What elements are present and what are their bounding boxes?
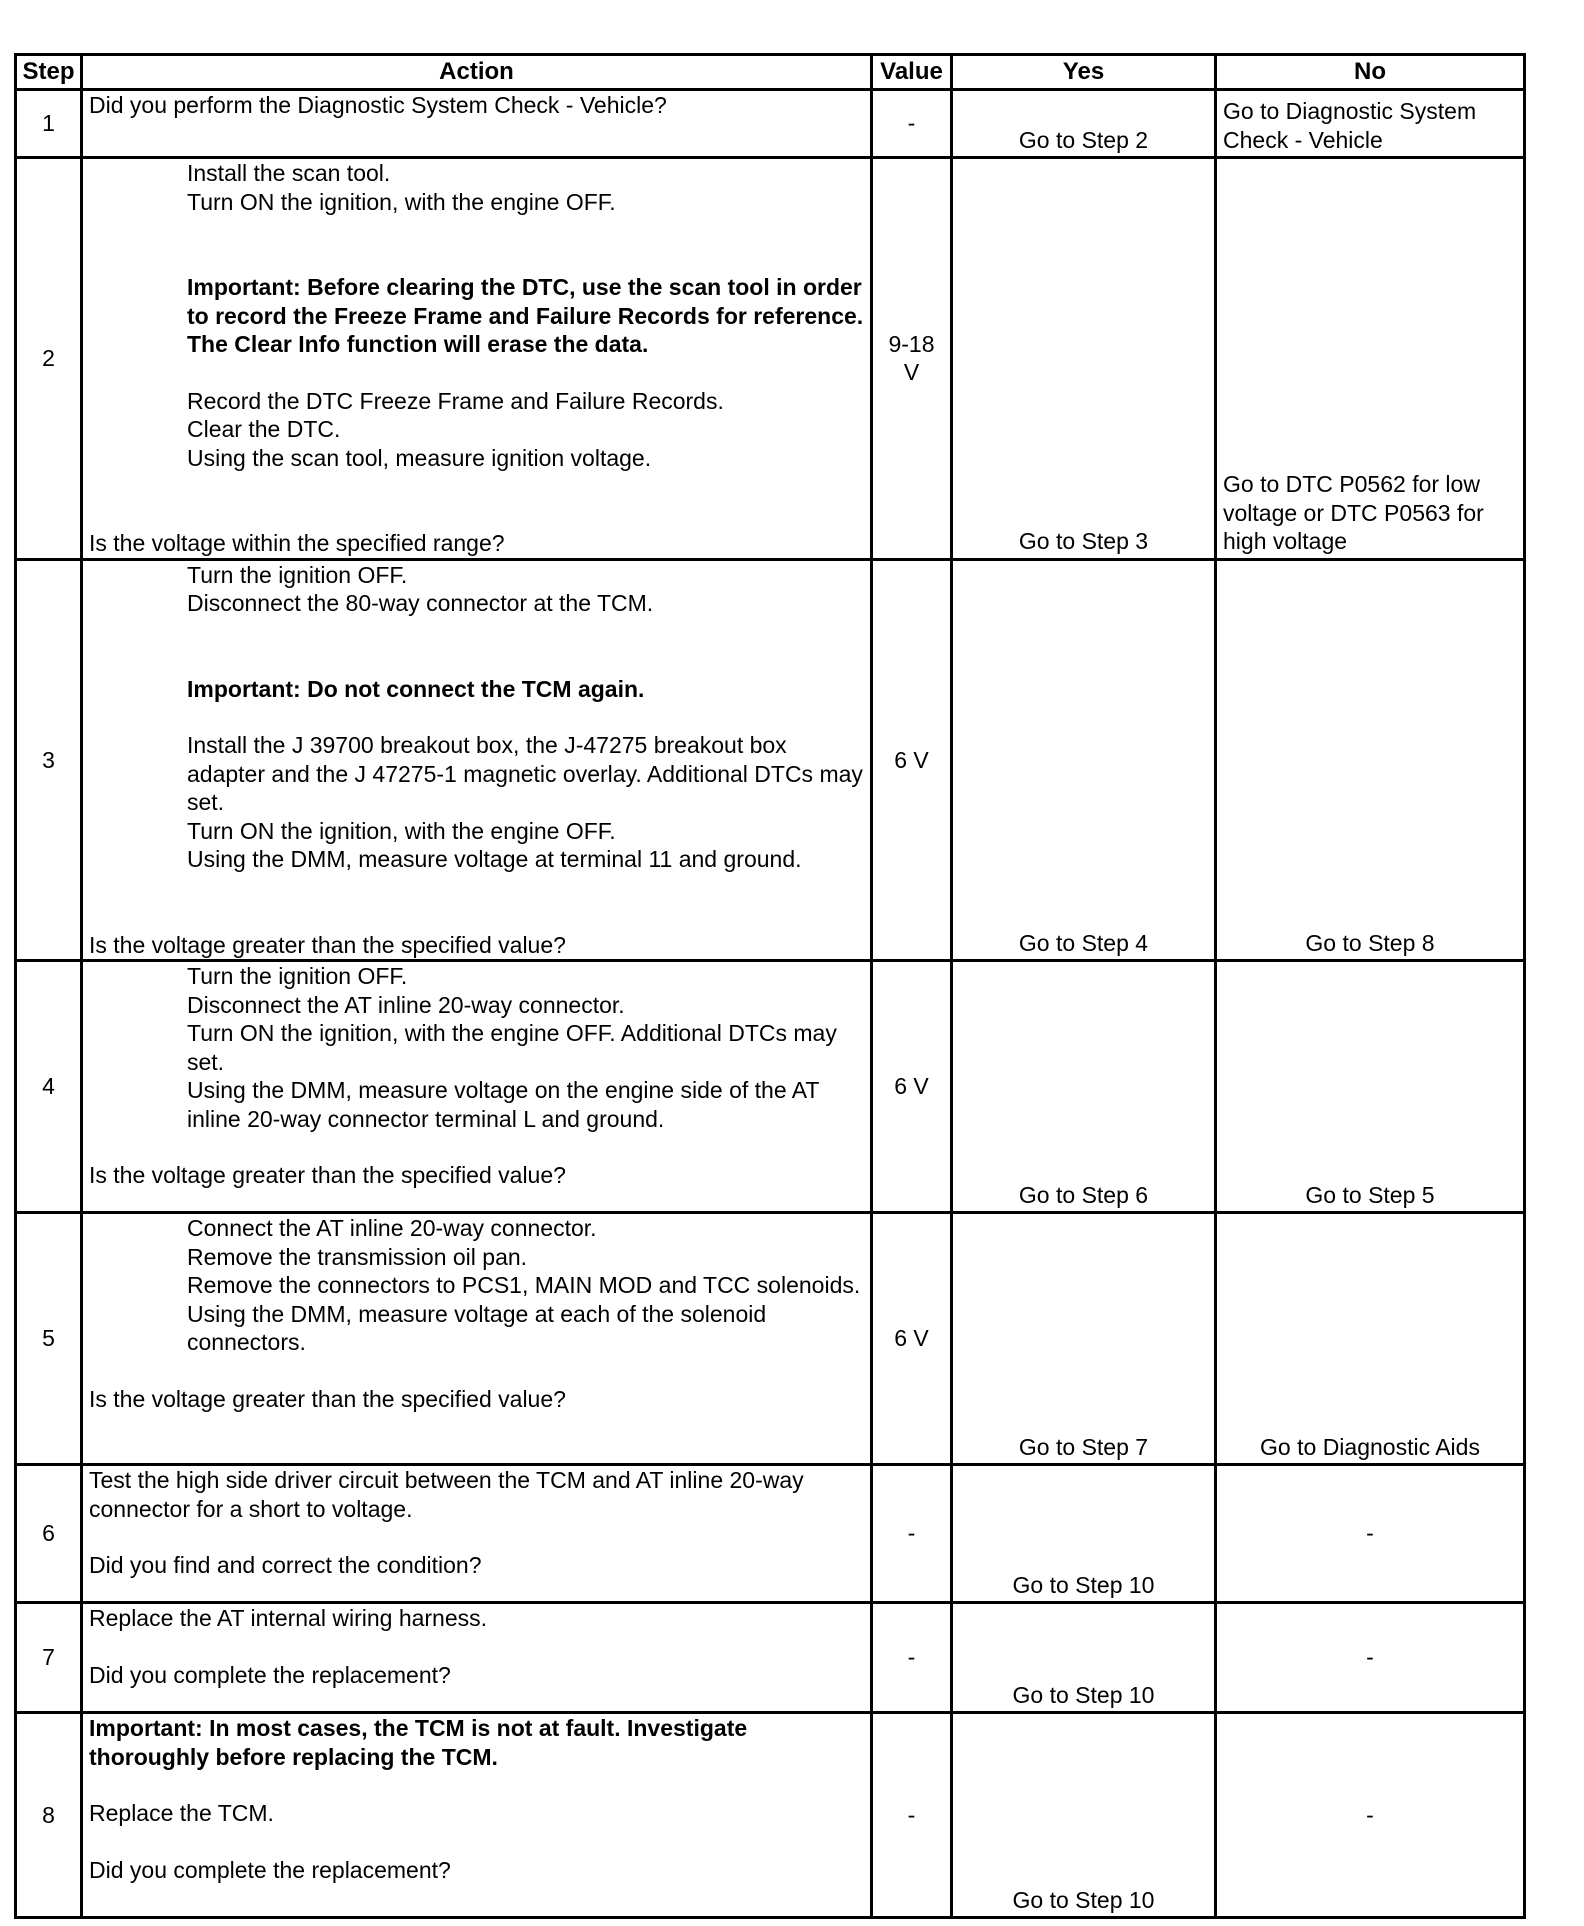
- action-text: Replace the AT internal wiring harness.: [89, 1605, 488, 1631]
- yes-cell: Go to Step 10: [952, 1465, 1216, 1603]
- header-row: [16, 55, 1525, 90]
- value-cell: 6 V: [872, 559, 952, 961]
- action-line: Turn ON the ignition, with the engine OFF.: [187, 817, 616, 844]
- value-cell: -: [872, 1603, 952, 1713]
- diagnostic-table: [14, 53, 1526, 1919]
- no-cell: -: [1216, 1603, 1525, 1713]
- table-row: [16, 1465, 1525, 1603]
- action-text: Test the high side driver circuit between the TCM and AT inline 20-way connector for a short to voltage.: [89, 1467, 804, 1522]
- action-line: Record the DTC Freeze Frame and Failure Records.: [187, 387, 724, 414]
- header-action: Action: [82, 55, 872, 90]
- value-cell: -: [872, 1713, 952, 1918]
- table-row: [16, 1603, 1525, 1713]
- action-question: Did you complete the replacement?: [89, 1661, 451, 1688]
- action-cell: [82, 961, 872, 1213]
- no-cell: -: [1216, 1465, 1525, 1603]
- no-cell: Go to Diagnostic System Check - Vehicle: [1216, 90, 1525, 158]
- header-yes: Yes: [952, 55, 1216, 90]
- yes-cell: Go to Step 6: [952, 961, 1216, 1213]
- action-line: Turn the ignition OFF.: [187, 561, 408, 588]
- step-number: 3: [16, 559, 82, 961]
- action-line: Remove the connectors to PCS1, MAIN MOD and TCC solenoids.: [187, 1272, 861, 1298]
- value-cell: -: [872, 90, 952, 158]
- value-cell: 9-18 V: [872, 158, 952, 560]
- no-cell: Go to DTC P0562 for low voltage or DTC P0563 for high voltage: [1216, 158, 1525, 560]
- no-cell: Go to Step 5: [1216, 961, 1525, 1213]
- action-line: Turn the ignition OFF.: [187, 963, 408, 989]
- value-cell: 6 V: [872, 961, 952, 1213]
- yes-cell: Go to Step 7: [952, 1213, 1216, 1465]
- step-number: 5: [16, 1213, 82, 1465]
- action-question: Is the voltage within the specified range?: [89, 530, 505, 556]
- no-cell: -: [1216, 1713, 1525, 1918]
- action-text: Replace the TCM.: [89, 1800, 274, 1826]
- action-cell: [82, 90, 872, 158]
- step-number: 2: [16, 158, 82, 560]
- no-cell: Go to Diagnostic Aids: [1216, 1213, 1525, 1465]
- value-cell: -: [872, 1465, 952, 1603]
- action-line: Using the DMM, measure voltage on the engine side of the AT inline 20-way connector terminal L and ground.: [187, 1077, 820, 1132]
- yes-cell: Go to Step 10: [952, 1713, 1216, 1918]
- header-step: Step: [16, 55, 82, 90]
- action-question: Is the voltage greater than the specified value?: [89, 931, 566, 958]
- yes-cell: Go to Step 2: [952, 90, 1216, 158]
- action-line: Using the scan tool, measure ignition voltage.: [187, 444, 652, 471]
- table-row: [16, 961, 1525, 1213]
- header-no: No: [1216, 55, 1525, 90]
- action-question: Is the voltage greater than the specified value?: [89, 1385, 566, 1412]
- action-question: Did you perform the Diagnostic System Check - Vehicle?: [89, 92, 667, 118]
- action-line: Disconnect the AT inline 20-way connector.: [187, 991, 625, 1018]
- action-cell: [82, 1713, 872, 1918]
- action-question: Did you complete the replacement?: [89, 1856, 451, 1883]
- table-row: [16, 1213, 1525, 1465]
- value-cell: 6 V: [872, 1213, 952, 1465]
- action-line: Remove the transmission oil pan.: [187, 1243, 528, 1270]
- step-number: 8: [16, 1713, 82, 1918]
- action-line: Turn ON the ignition, with the engine OFF.: [187, 188, 616, 215]
- no-cell: Go to Step 8: [1216, 559, 1525, 961]
- yes-cell: Go to Step 3: [952, 158, 1216, 560]
- action-line: Using the DMM, measure voltage at terminal 11 and ground.: [187, 846, 802, 872]
- action-cell: [82, 1603, 872, 1713]
- yes-cell: Go to Step 10: [952, 1603, 1216, 1713]
- action-cell: [82, 158, 872, 560]
- table-row: [16, 90, 1525, 158]
- table-row: [16, 1713, 1525, 1918]
- action-line: Install the J 39700 breakout box, the J-47275 breakout box adapter and the J 47275-1 magnetic overlay. Additional DTCs may set.: [187, 732, 863, 815]
- table-row: [16, 158, 1525, 560]
- action-line: Using the DMM, measure voltage at each of the solenoid connectors.: [187, 1300, 767, 1355]
- important-note: Important: Before clearing the DTC, use the scan tool in order to record the Freeze Frame and Failure Records for reference. The Clear Info function will erase the data.: [187, 274, 864, 357]
- step-number: 6: [16, 1465, 82, 1603]
- action-question: Is the voltage greater than the specified value?: [89, 1162, 566, 1188]
- action-line: Turn ON the ignition, with the engine OFF. Additional DTCs may set.: [187, 1020, 837, 1075]
- action-cell: [82, 559, 872, 961]
- step-number: 4: [16, 961, 82, 1213]
- step-number: 1: [16, 90, 82, 158]
- action-line: Disconnect the 80-way connector at the TCM.: [187, 590, 654, 616]
- important-note: Important: In most cases, the TCM is not at fault. Investigate thoroughly before replacing the TCM.: [89, 1715, 748, 1770]
- action-line: Clear the DTC.: [187, 416, 341, 442]
- step-number: 7: [16, 1603, 82, 1713]
- action-line: Install the scan tool.: [187, 160, 391, 186]
- yes-cell: Go to Step 4: [952, 559, 1216, 961]
- action-cell: [82, 1465, 872, 1603]
- action-line: Connect the AT inline 20-way connector.: [187, 1215, 597, 1241]
- action-question: Did you find and correct the condition?: [89, 1552, 482, 1578]
- important-note: Important: Do not connect the TCM again.: [187, 675, 645, 702]
- action-cell: [82, 1213, 872, 1465]
- header-value: Value: [872, 55, 952, 90]
- table-row: [16, 559, 1525, 961]
